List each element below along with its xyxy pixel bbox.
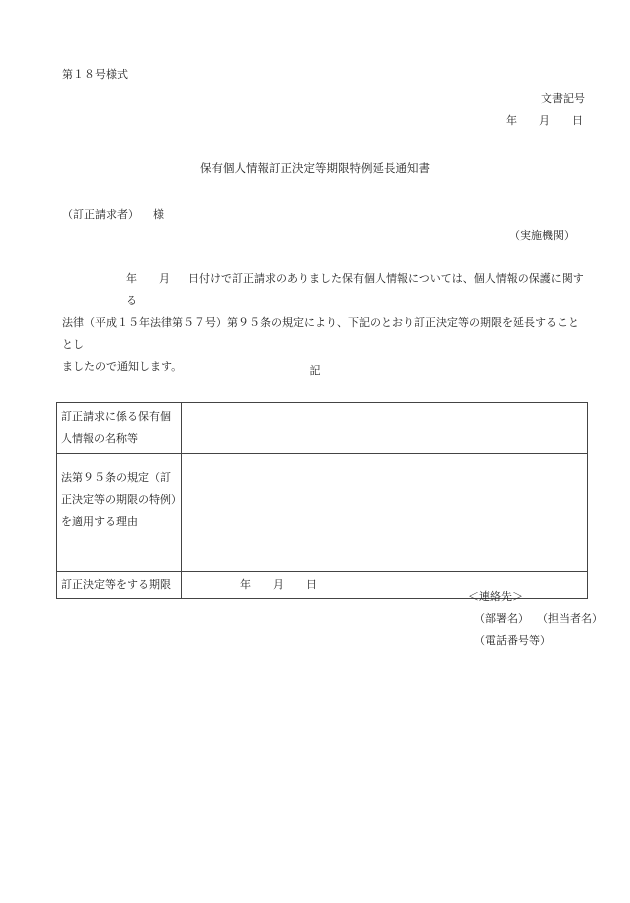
recipient	[62, 206, 164, 222]
recipient-honorific: 様	[153, 208, 164, 221]
table-row	[57, 403, 588, 454]
item-name-label: 訂正請求に係る保有個人情報の名称等	[57, 403, 182, 454]
body-month: 月	[159, 272, 170, 285]
reason-label: 法第９５条の規定（訂正決定等の期限の特例）を適用する理由	[57, 454, 182, 572]
document-number-label: 文書記号	[541, 92, 585, 105]
issue-date-year: 年	[506, 114, 517, 127]
contact-phone: （電話番号等）	[474, 634, 551, 647]
deadline-day: 日	[306, 578, 317, 591]
deadline-month: 月	[273, 578, 284, 591]
contact-department-line	[474, 610, 603, 626]
contact-person: （担当者名）	[537, 612, 603, 625]
body-year: 年	[126, 272, 137, 285]
details-table	[56, 402, 588, 599]
implementing-agency: （実施機関）	[509, 229, 575, 242]
document-title: 保有個人情報訂正決定等期限特例延長通知書	[200, 161, 430, 175]
contact-header: ＜連絡先＞	[468, 590, 523, 603]
item-name-value	[182, 403, 588, 454]
notice-body-line-2: 法律（平成１５年法律第５７号）第９５条の規定により、下記のとおり訂正決定等の期限を延長することとし	[62, 316, 579, 351]
deadline-label: 訂正決定等をする期限	[57, 572, 182, 599]
notice-body-line-1	[62, 268, 586, 312]
ki-heading: 記	[309, 364, 321, 377]
reason-value	[182, 454, 588, 572]
recipient-name: （訂正請求者）	[62, 208, 139, 221]
issue-date	[506, 112, 583, 128]
contact-department: （部署名）	[474, 612, 529, 625]
deadline-year: 年	[240, 578, 251, 591]
table-row	[57, 454, 588, 572]
notice-body-line-3: ましたので通知します。	[62, 360, 183, 373]
body-line-1-text: 日付けで訂正請求のありました保有個人情報については、個人情報の保護に関する	[126, 272, 584, 307]
issue-date-day: 日	[572, 114, 583, 127]
deadline-value	[182, 572, 588, 599]
issue-date-month: 月	[539, 114, 550, 127]
form-number: 第１８号様式	[62, 68, 128, 81]
